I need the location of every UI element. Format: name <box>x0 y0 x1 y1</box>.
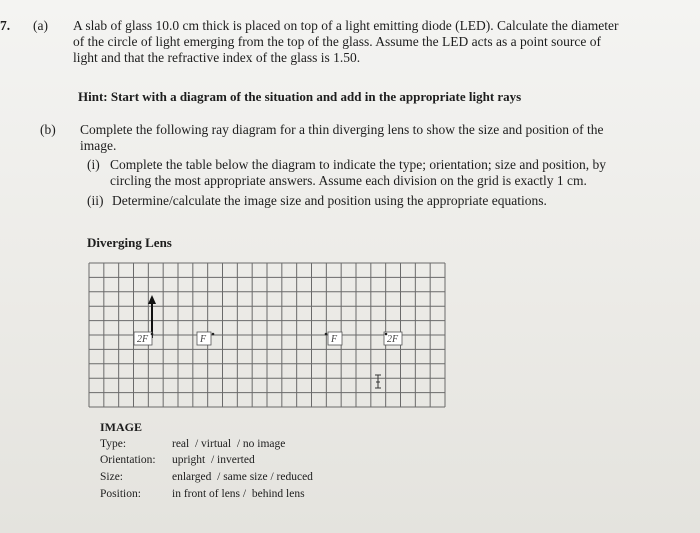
sub-i-line-2: circling the most appropriate answers. Assume each division on the grid is exactly 1 cm. <box>110 173 587 188</box>
size-options[interactable]: enlarged / same size / reduced <box>172 471 313 483</box>
part-a-text <box>73 18 683 66</box>
label-2f-right <box>384 332 402 345</box>
orientation-key: Orientation: <box>100 454 156 466</box>
sub-ii-label: (ii) <box>87 193 104 208</box>
size-key: Size: <box>100 471 123 483</box>
part-b-line-1: Complete the following ray diagram for a thin diverging lens to show the size and position of the <box>80 122 604 137</box>
diagram-title: Diverging Lens <box>87 235 172 250</box>
part-b-label: (b) <box>40 122 56 137</box>
ray-diagram-grid[interactable] <box>88 262 446 408</box>
position-key: Position: <box>100 488 141 500</box>
sub-ii-line-1: Determine/calculate the image size and position using the appropriate equations. <box>112 193 547 208</box>
part-a-line-2: of the circle of light emerging from the top of the glass. Assume the LED acts as a point source of <box>73 34 601 49</box>
part-a-line-3: light and that the refractive index of the glass is 1.50. <box>73 50 361 65</box>
label-f-right <box>325 332 342 345</box>
part-a-line-1: A slab of glass 10.0 cm thick is placed on top of a light emitting diode (LED). Calculate the diameter <box>73 18 619 33</box>
label-2f-left <box>134 332 153 345</box>
part-b-line-2: image. <box>80 138 117 153</box>
image-table <box>100 420 313 505</box>
svg-text:2F: 2F <box>137 334 149 345</box>
type-options[interactable]: real / virtual / no image <box>172 438 286 450</box>
position-options[interactable]: in front of lens / behind lens <box>172 488 305 500</box>
svg-text:F: F <box>200 334 207 345</box>
svg-text:2F: 2F <box>387 334 399 345</box>
hint-text: Hint: Start with a diagram of the situation and add in the appropriate light rays <box>78 89 522 104</box>
type-key: Type: <box>100 438 127 450</box>
sub-i-line-1: Complete the table below the diagram to indicate the type; orientation; size and position, by <box>110 157 606 172</box>
sub-i-label: (i) <box>87 157 100 172</box>
svg-text:F: F <box>331 334 338 345</box>
image-table-heading: IMAGE <box>100 420 142 434</box>
orientation-options[interactable]: upright / inverted <box>172 454 255 466</box>
part-a-label: (a) <box>33 18 48 33</box>
question-number: 7. <box>0 18 11 33</box>
text-cursor-icon <box>375 375 381 388</box>
label-f-left <box>197 332 214 345</box>
object-arrow <box>148 295 156 338</box>
